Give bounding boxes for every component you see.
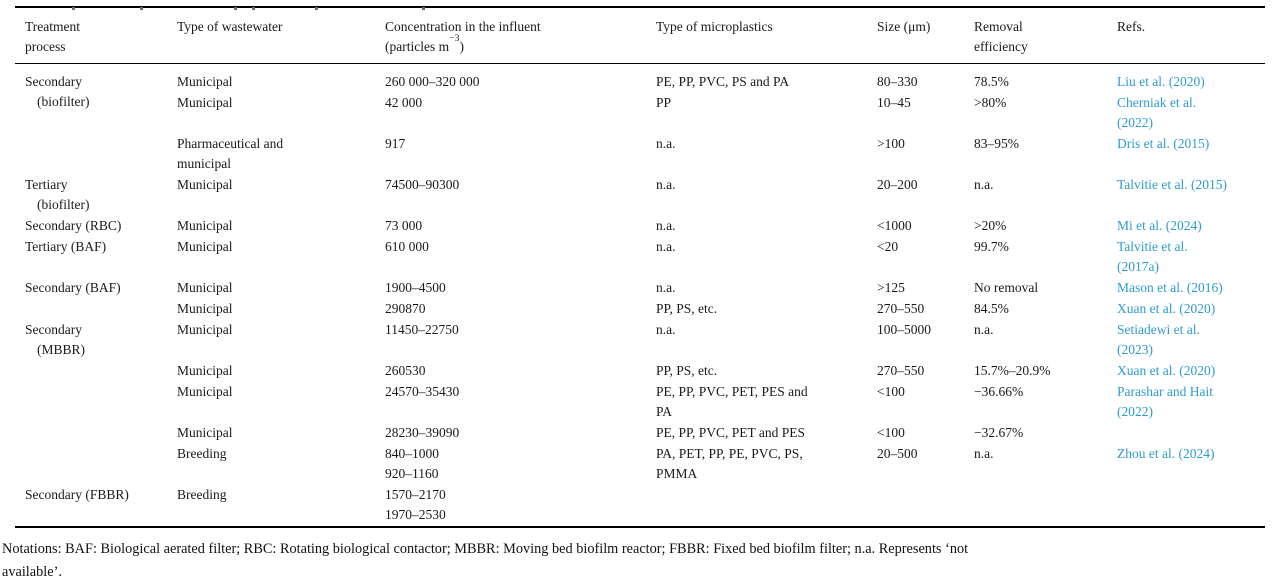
footnote-line: Notations: BAF: Biological aerated filter; RBC: Rotating biological contactor; MBBR: Moving bed biofilm reactor; FBBR: Fixed bed biofilm filter; n.a. Represents ‘not [2, 541, 969, 557]
cell-size: <1000 [877, 218, 912, 233]
header-microplastics-type: Type of microplastics [656, 7, 877, 64]
cell-refs [1117, 216, 1265, 237]
cell-size: <100 [877, 384, 905, 399]
header-concentration: Concentration in the influent (particles $m^{-3}$) [385, 7, 656, 64]
ref-link[interactable]: Zhou et al. (2024) [1117, 446, 1215, 461]
cell-size: 80–330 [877, 74, 918, 89]
cell-wastewater: Municipal [177, 239, 233, 254]
cell-microplastics: PP [656, 95, 672, 110]
ref-link[interactable]: Dris et al. (2015) [1117, 136, 1210, 151]
ref-link[interactable]: (2022) [1117, 115, 1153, 130]
caption-artifact [252, 7, 255, 10]
table-row [15, 216, 1265, 237]
cell-removal: n.a. [974, 177, 994, 192]
cell-removal: >20% [974, 218, 1007, 233]
cell-wastewater: Municipal [177, 218, 233, 233]
cell-concentration: 290870 [385, 301, 426, 316]
table-row [15, 361, 1265, 382]
caption-artifact [315, 7, 318, 10]
table-header [15, 7, 1265, 64]
cell-refs [1117, 64, 1265, 94]
cell-refs [1117, 134, 1265, 175]
ref-link[interactable]: (2017a) [1117, 259, 1159, 274]
cell-size [877, 485, 974, 527]
cell-treatment: Secondary (biofilter) [25, 74, 90, 109]
table-row [15, 278, 1265, 299]
cell-wastewater: Municipal [177, 363, 233, 378]
treatment-table [15, 6, 1265, 528]
cell-microplastics: PP, PS, etc. [656, 301, 718, 316]
cell-size: 10–45 [877, 95, 911, 110]
cell-wastewater: Pharmaceutical and municipal [177, 136, 284, 171]
header-wastewater-type: Type of wastewater [177, 7, 385, 64]
cell-refs [1117, 93, 1265, 134]
cell-concentration: 610 000 [385, 239, 429, 254]
cell-concentration: 74500–90300 [385, 177, 460, 192]
table-row [15, 485, 1265, 527]
cell-refs [1117, 382, 1265, 423]
table-row [15, 237, 1265, 278]
cell-concentration: 24570–35430 [385, 384, 460, 399]
cell-size: 20–500 [877, 446, 918, 461]
caption-artifact [72, 7, 75, 10]
cell-removal: −36.66% [974, 384, 1024, 399]
cell-wastewater: Municipal [177, 384, 233, 399]
caption-artifact [140, 7, 143, 10]
cell-removal: 15.7%–20.9% [974, 363, 1051, 378]
caption-artifact [234, 7, 237, 10]
cell-size: 270–550 [877, 363, 925, 378]
cell-removal: n.a. [974, 322, 994, 337]
cell-treatment: Secondary (BAF) [25, 280, 121, 295]
cell-removal: 83–95% [974, 136, 1019, 151]
ref-link[interactable]: Talvitie et al. [1117, 239, 1188, 254]
cell-refs [1117, 175, 1265, 216]
cell-concentration: 11450–22750 [385, 322, 459, 337]
ref-link[interactable]: Talvitie et al. (2015) [1117, 177, 1228, 192]
table-row [15, 299, 1265, 320]
table-row [15, 423, 1265, 444]
cell-treatment: Secondary (RBC) [25, 218, 122, 233]
cell-microplastics: PE, PP, PVC, PS and PA [656, 74, 790, 89]
cell-removal: n.a. [974, 446, 994, 461]
cell-refs [1117, 423, 1265, 444]
cell-size: 100–5000 [877, 322, 931, 337]
ref-link[interactable]: Mason et al. (2016) [1117, 280, 1223, 295]
cell-concentration: 840–1000 920–1160 [385, 446, 439, 481]
cell-refs [1117, 444, 1265, 485]
table-row [15, 320, 1265, 361]
cell-microplastics: n.a. [656, 322, 676, 337]
cell-size: >125 [877, 280, 905, 295]
cell-removal: 99.7% [974, 239, 1009, 254]
ref-link[interactable]: (2022) [1117, 404, 1153, 419]
cell-wastewater: Breeding [177, 446, 227, 461]
cell-microplastics: PE, PP, PVC, PET and PES [656, 425, 806, 440]
header-removal-efficiency: Removal efficiency [974, 7, 1117, 64]
ref-link[interactable]: Xuan et al. (2020) [1117, 363, 1216, 378]
cell-wastewater: Municipal [177, 280, 233, 295]
ref-link[interactable]: Mi et al. (2024) [1117, 218, 1202, 233]
cell-size: <20 [877, 239, 899, 254]
cell-refs [1117, 361, 1265, 382]
cell-wastewater: Municipal [177, 95, 233, 110]
table-row [15, 175, 1265, 216]
cell-microplastics: n.a. [656, 239, 676, 254]
cell-concentration: 28230–39090 [385, 425, 460, 440]
cell-removal: >80% [974, 95, 1007, 110]
header-row [15, 7, 1265, 64]
cell-treatment: Tertiary (biofilter) [25, 177, 90, 212]
cell-wastewater: Municipal [177, 322, 233, 337]
cell-removal: −32.67% [974, 425, 1024, 440]
cell-microplastics [656, 485, 877, 527]
header-treatment-process: Treatment process [15, 7, 177, 64]
table-row [15, 134, 1265, 175]
cell-wastewater: Breeding [177, 487, 227, 502]
ref-link[interactable]: Liu et al. (2020) [1117, 74, 1205, 89]
cell-removal: No removal [974, 280, 1039, 295]
ref-link[interactable]: (2023) [1117, 342, 1153, 357]
header-refs: Refs. [1117, 7, 1265, 64]
cell-refs [1117, 320, 1265, 361]
cell-removal: 84.5% [974, 301, 1009, 316]
table-row [15, 64, 1265, 94]
cell-size: 20–200 [877, 177, 918, 192]
table-body [15, 64, 1265, 528]
cell-refs [1117, 237, 1265, 278]
ref-link[interactable]: Xuan et al. (2020) [1117, 301, 1216, 316]
cell-microplastics: n.a. [656, 218, 676, 233]
cell-wastewater: Municipal [177, 74, 233, 89]
cell-wastewater: Municipal [177, 425, 233, 440]
cell-refs [1117, 299, 1265, 320]
cell-concentration: 42 000 [385, 95, 423, 110]
cell-size: 270–550 [877, 301, 925, 316]
cell-concentration: 1570–2170 1970–2530 [385, 487, 446, 522]
cell-treatment: Secondary (MBBR) [25, 322, 86, 357]
header-size: Size (μm) [877, 7, 974, 64]
cell-concentration: 260 000–320 000 [385, 74, 480, 89]
table-footnote [2, 538, 1280, 584]
cell-microplastics: n.a. [656, 136, 676, 151]
table-row [15, 382, 1265, 423]
cell-microplastics: n.a. [656, 280, 676, 295]
cell-microplastics: PP, PS, etc. [656, 363, 718, 378]
cell-microplastics: PA, PET, PP, PE, PVC, PS, PMMA [656, 446, 803, 481]
cell-concentration: 73 000 [385, 218, 423, 233]
ref-link[interactable]: Setiadewi et al. [1117, 322, 1200, 337]
ref-link[interactable]: Parashar and Hait [1117, 384, 1213, 399]
cell-removal: 78.5% [974, 74, 1009, 89]
cell-treatment: Tertiary (BAF) [25, 239, 107, 254]
cell-treatment: Secondary (FBBR) [25, 487, 129, 502]
cell-microplastics: n.a. [656, 177, 676, 192]
superscript-exponent: −3 [449, 33, 460, 45]
table-row [15, 93, 1265, 134]
cell-concentration: 917 [385, 136, 406, 151]
cell-wastewater: Municipal [177, 301, 233, 316]
cell-refs [1117, 278, 1265, 299]
page [0, 6, 1280, 588]
cell-size: >100 [877, 136, 905, 151]
cell-size: <100 [877, 425, 905, 440]
ref-link[interactable]: Cherniak et al. [1117, 95, 1197, 110]
cell-microplastics: PE, PP, PVC, PET, PES and PA [656, 384, 808, 419]
cell-concentration: 1900–4500 [385, 280, 446, 295]
cell-wastewater: Municipal [177, 177, 233, 192]
cell-refs [1117, 485, 1265, 527]
caption-artifact [422, 7, 425, 10]
cell-removal [974, 485, 1117, 527]
footnote-line: available’. [2, 564, 62, 580]
table-row [15, 444, 1265, 485]
cell-concentration: 260530 [385, 363, 426, 378]
